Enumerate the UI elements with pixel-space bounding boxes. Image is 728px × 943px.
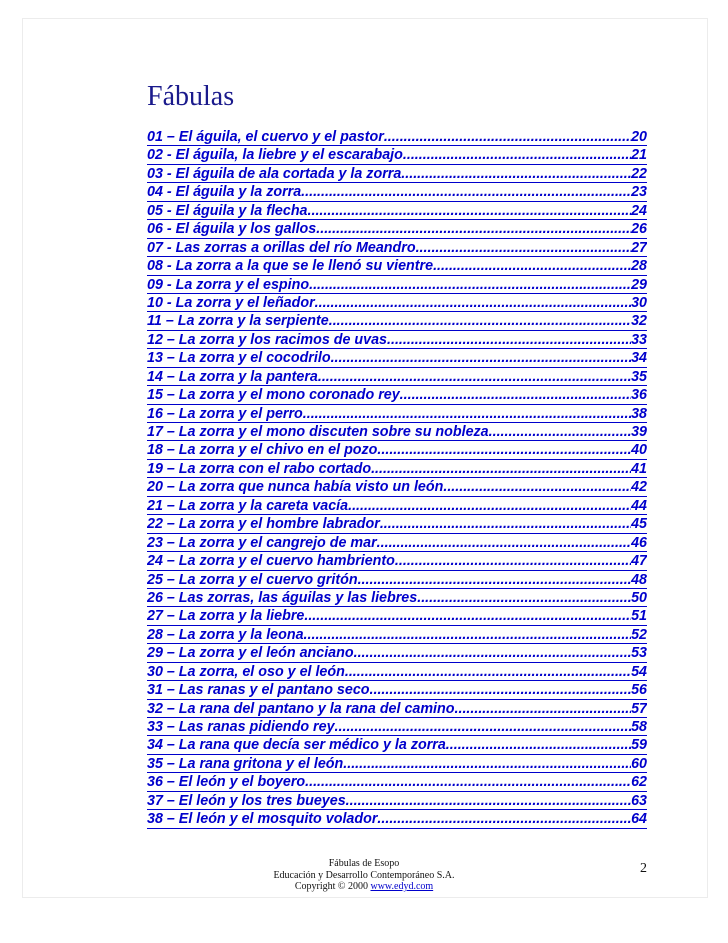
toc-entry-page: 30 — [631, 294, 647, 311]
toc-leader-dots — [446, 736, 631, 754]
footer-book-title: Fábulas de Esopo — [328, 858, 400, 869]
footer-website-link[interactable]: www.edyd.com — [370, 881, 434, 892]
toc-entry-title: 27 – La zorra y la liebre — [147, 608, 305, 625]
toc-leader-dots — [304, 626, 632, 644]
toc-leader-dots — [377, 534, 631, 552]
toc-leader-dots — [309, 276, 631, 294]
page-footer — [0, 858, 728, 893]
toc-entry-page: 47 — [631, 553, 647, 570]
toc-entry-title: 13 – La zorra y el cocodrilo — [147, 350, 331, 367]
toc-leader-dots — [354, 644, 632, 662]
toc-entry-link[interactable] — [147, 276, 647, 294]
toc-leader-dots — [384, 128, 631, 146]
toc-entry-title: 26 – Las zorras, las águilas y las liebres — [147, 589, 418, 606]
toc-entry-page: 40 — [631, 442, 647, 459]
toc-entry-page: 60 — [631, 755, 647, 772]
toc-leader-dots — [455, 700, 632, 718]
table-of-contents — [147, 128, 647, 829]
toc-entry-page: 26 — [631, 221, 647, 238]
toc-entry-title: 08 - La zorra a la que se le llenó su vientre — [147, 258, 434, 275]
toc-entry-link[interactable] — [147, 552, 647, 570]
toc-entry-page: 48 — [631, 571, 647, 588]
toc-leader-dots — [304, 607, 631, 625]
toc-leader-dots — [433, 257, 631, 275]
toc-entry-page: 34 — [631, 350, 647, 367]
toc-entry-link[interactable] — [147, 331, 647, 349]
toc-leader-dots — [308, 202, 632, 220]
toc-entry-link[interactable] — [147, 460, 647, 478]
toc-entry-page: 41 — [631, 460, 647, 477]
toc-entry-link[interactable] — [147, 755, 647, 773]
toc-entry-title: 29 – La zorra y el león anciano — [147, 645, 354, 662]
toc-entry-title: 31 – Las ranas y el pantano seco — [147, 682, 370, 699]
toc-entry-link[interactable] — [147, 534, 647, 552]
toc-leader-dots — [301, 183, 631, 201]
toc-leader-dots — [387, 331, 631, 349]
toc-entry-title: 06 - El águila y los gallos — [147, 221, 317, 238]
toc-entry-page: 54 — [631, 663, 647, 680]
toc-entry-page: 20 — [631, 129, 647, 145]
toc-entry-page: 63 — [631, 792, 647, 809]
toc-entry-title: 37 – El león y los tres bueyes — [147, 792, 346, 809]
toc-entry-title: 07 - Las zorras a orillas del río Meandro — [147, 239, 416, 256]
toc-entry-page: 46 — [631, 534, 647, 551]
toc-entry-link[interactable] — [147, 515, 647, 533]
toc-entry-link[interactable] — [147, 239, 647, 257]
toc-leader-dots — [318, 368, 631, 386]
toc-entry-link[interactable] — [147, 165, 647, 183]
toc-entry-title: 21 – La zorra y la careta vacía — [147, 497, 349, 514]
toc-leader-dots — [395, 552, 631, 570]
toc-leader-dots — [400, 386, 631, 404]
toc-entry-link[interactable] — [147, 497, 647, 515]
toc-entry-link[interactable] — [147, 718, 647, 736]
toc-entry-title: 15 – La zorra y el mono coronado rey — [147, 387, 400, 404]
toc-entry-page: 56 — [631, 682, 647, 699]
toc-entry-title: 34 – La rana que decía ser médico y la zorra — [147, 737, 446, 754]
toc-entry-page: 51 — [631, 608, 647, 625]
toc-entry-page: 58 — [631, 719, 647, 735]
toc-entry-link[interactable] — [147, 368, 647, 386]
toc-entry-title: 14 – La zorra y la pantera — [147, 368, 318, 385]
toc-entry-link[interactable] — [147, 257, 647, 275]
footer-copyright-text: Copyright © 2000 — [294, 881, 368, 892]
toc-leader-dots — [348, 497, 631, 515]
toc-entry-title: 33 – Las ranas pidiendo rey — [147, 719, 335, 735]
toc-entry-page: 44 — [631, 497, 647, 514]
toc-entry-title: 22 – La zorra y el hombre labrador — [147, 516, 380, 533]
toc-entry-link[interactable] — [147, 294, 647, 312]
toc-entry-page: 24 — [631, 202, 647, 219]
toc-entry-link[interactable] — [147, 128, 647, 146]
toc-entry-link[interactable] — [147, 146, 647, 164]
toc-leader-dots — [371, 460, 631, 478]
toc-entry-title: 25 – La zorra y el cuervo gritón — [147, 571, 358, 588]
toc-entry-link[interactable] — [147, 792, 647, 810]
toc-leader-dots — [335, 718, 632, 736]
toc-entry-title: 09 - La zorra y el espino — [147, 276, 310, 293]
toc-leader-dots — [316, 220, 631, 238]
toc-entry-page: 28 — [631, 258, 647, 275]
toc-entry-page: 38 — [631, 405, 647, 422]
toc-leader-dots — [401, 165, 631, 183]
toc-entry-page: 62 — [631, 774, 647, 791]
toc-entry-link[interactable] — [147, 663, 647, 681]
toc-entry-title: 05 - El águila y la flecha — [147, 202, 308, 219]
toc-entry-title: 03 - El águila de ala cortada y la zorra — [147, 165, 402, 182]
toc-leader-dots — [489, 423, 631, 441]
toc-entry-page: 33 — [631, 331, 647, 348]
toc-entry-link[interactable] — [147, 700, 647, 718]
toc-entry-link[interactable] — [147, 220, 647, 238]
toc-leader-dots — [417, 589, 631, 607]
toc-entry-link[interactable] — [147, 810, 647, 828]
toc-entry-title: 16 – La zorra y el perro — [147, 405, 303, 422]
toc-entry-title: 11 – La zorra y la serpiente — [147, 313, 329, 330]
toc-entry-link[interactable] — [147, 312, 647, 330]
toc-entry-page: 64 — [631, 811, 647, 828]
toc-entry-page: 22 — [631, 165, 647, 182]
toc-leader-dots — [345, 663, 631, 681]
toc-entry-title: 12 – La zorra y los racimos de uvas — [147, 331, 387, 348]
toc-entry-link[interactable] — [147, 405, 647, 423]
toc-entry-title: 28 – La zorra y la leona — [147, 626, 304, 643]
footer-publisher: Educación y Desarrollo Contemporáneo S.A. — [273, 869, 455, 881]
toc-entry-title: 35 – La rana gritona y el león — [147, 755, 344, 772]
toc-leader-dots — [343, 755, 631, 773]
toc-entry-page: 42 — [631, 479, 647, 496]
toc-entry-link[interactable] — [147, 626, 647, 644]
toc-entry-title: 19 – La zorra con el rabo cortado — [147, 460, 372, 477]
toc-entry-page: 50 — [631, 589, 647, 606]
toc-entry-link[interactable] — [147, 607, 647, 625]
toc-leader-dots — [403, 146, 631, 164]
toc-entry-link[interactable] — [147, 183, 647, 201]
toc-entry-link[interactable] — [147, 386, 647, 404]
toc-entry-title: 04 - El águila y la zorra — [147, 184, 302, 201]
toc-entry-link[interactable] — [147, 349, 647, 367]
toc-entry-link[interactable] — [147, 644, 647, 662]
toc-entry-page: 23 — [631, 184, 647, 201]
toc-entry-title: 20 – La zorra que nunca había visto un león — [147, 479, 444, 496]
toc-entry-link[interactable] — [147, 571, 647, 589]
toc-leader-dots — [305, 773, 631, 791]
page-number: 2 — [640, 861, 647, 876]
toc-entry-link[interactable] — [147, 736, 647, 754]
toc-leader-dots — [329, 312, 631, 330]
toc-leader-dots — [377, 441, 631, 459]
toc-leader-dots — [346, 792, 631, 810]
toc-entry-page: 32 — [631, 313, 647, 330]
toc-entry-title: 32 – La rana del pantano y la rana del camino — [147, 700, 455, 717]
toc-leader-dots — [380, 515, 631, 533]
toc-entry-page: 59 — [631, 737, 647, 754]
toc-entry-link[interactable] — [147, 441, 647, 459]
toc-leader-dots — [416, 239, 632, 257]
toc-entry-title: 24 – La zorra y el cuervo hambriento — [147, 553, 395, 570]
toc-entry-title: 01 – El águila, el cuervo y el pastor — [147, 129, 384, 145]
footer-copyright — [0, 881, 728, 893]
toc-leader-dots — [358, 571, 632, 589]
toc-entry-page: 27 — [631, 239, 647, 256]
toc-leader-dots — [370, 681, 632, 699]
toc-entry-page: 21 — [631, 147, 647, 164]
toc-entry-link[interactable] — [147, 589, 647, 607]
toc-entry-page: 35 — [631, 368, 647, 385]
toc-entry-title: 17 – La zorra y el mono discuten sobre su nobleza — [147, 424, 489, 440]
toc-entry-link[interactable] — [147, 478, 647, 496]
toc-entry-link[interactable] — [147, 681, 647, 699]
toc-entry-page: 57 — [631, 700, 647, 717]
toc-entry-title: 36 – El león y el boyero — [147, 774, 306, 791]
toc-entry-page: 53 — [631, 645, 647, 662]
toc-entry-title: 38 – El león y el mosquito volador — [147, 811, 378, 828]
toc-entry-page: 52 — [631, 626, 647, 643]
toc-entry-title: 10 - La zorra y el leñador — [147, 294, 315, 311]
toc-entry-page: 39 — [631, 424, 647, 440]
toc-entry-page: 29 — [631, 276, 647, 293]
toc-leader-dots — [377, 810, 631, 828]
toc-entry-title: 18 – La zorra y el chivo en el pozo — [147, 442, 378, 459]
document-title: Fábulas — [147, 81, 235, 112]
toc-entry-title: 23 – La zorra y el cangrejo de mar — [147, 534, 377, 551]
toc-entry-link[interactable] — [147, 202, 647, 220]
toc-leader-dots — [303, 405, 631, 423]
toc-leader-dots — [331, 349, 632, 367]
toc-entry-title: 30 – La zorra, el oso y el león — [147, 663, 345, 680]
toc-entry-link[interactable] — [147, 423, 647, 441]
toc-entry-link[interactable] — [147, 773, 647, 791]
toc-entry-page: 36 — [631, 387, 647, 404]
toc-entry-title: 02 - El águila, la liebre y el escarabajo — [147, 147, 403, 164]
toc-entry-page: 45 — [631, 516, 647, 533]
toc-leader-dots — [315, 294, 631, 312]
toc-leader-dots — [443, 478, 631, 496]
